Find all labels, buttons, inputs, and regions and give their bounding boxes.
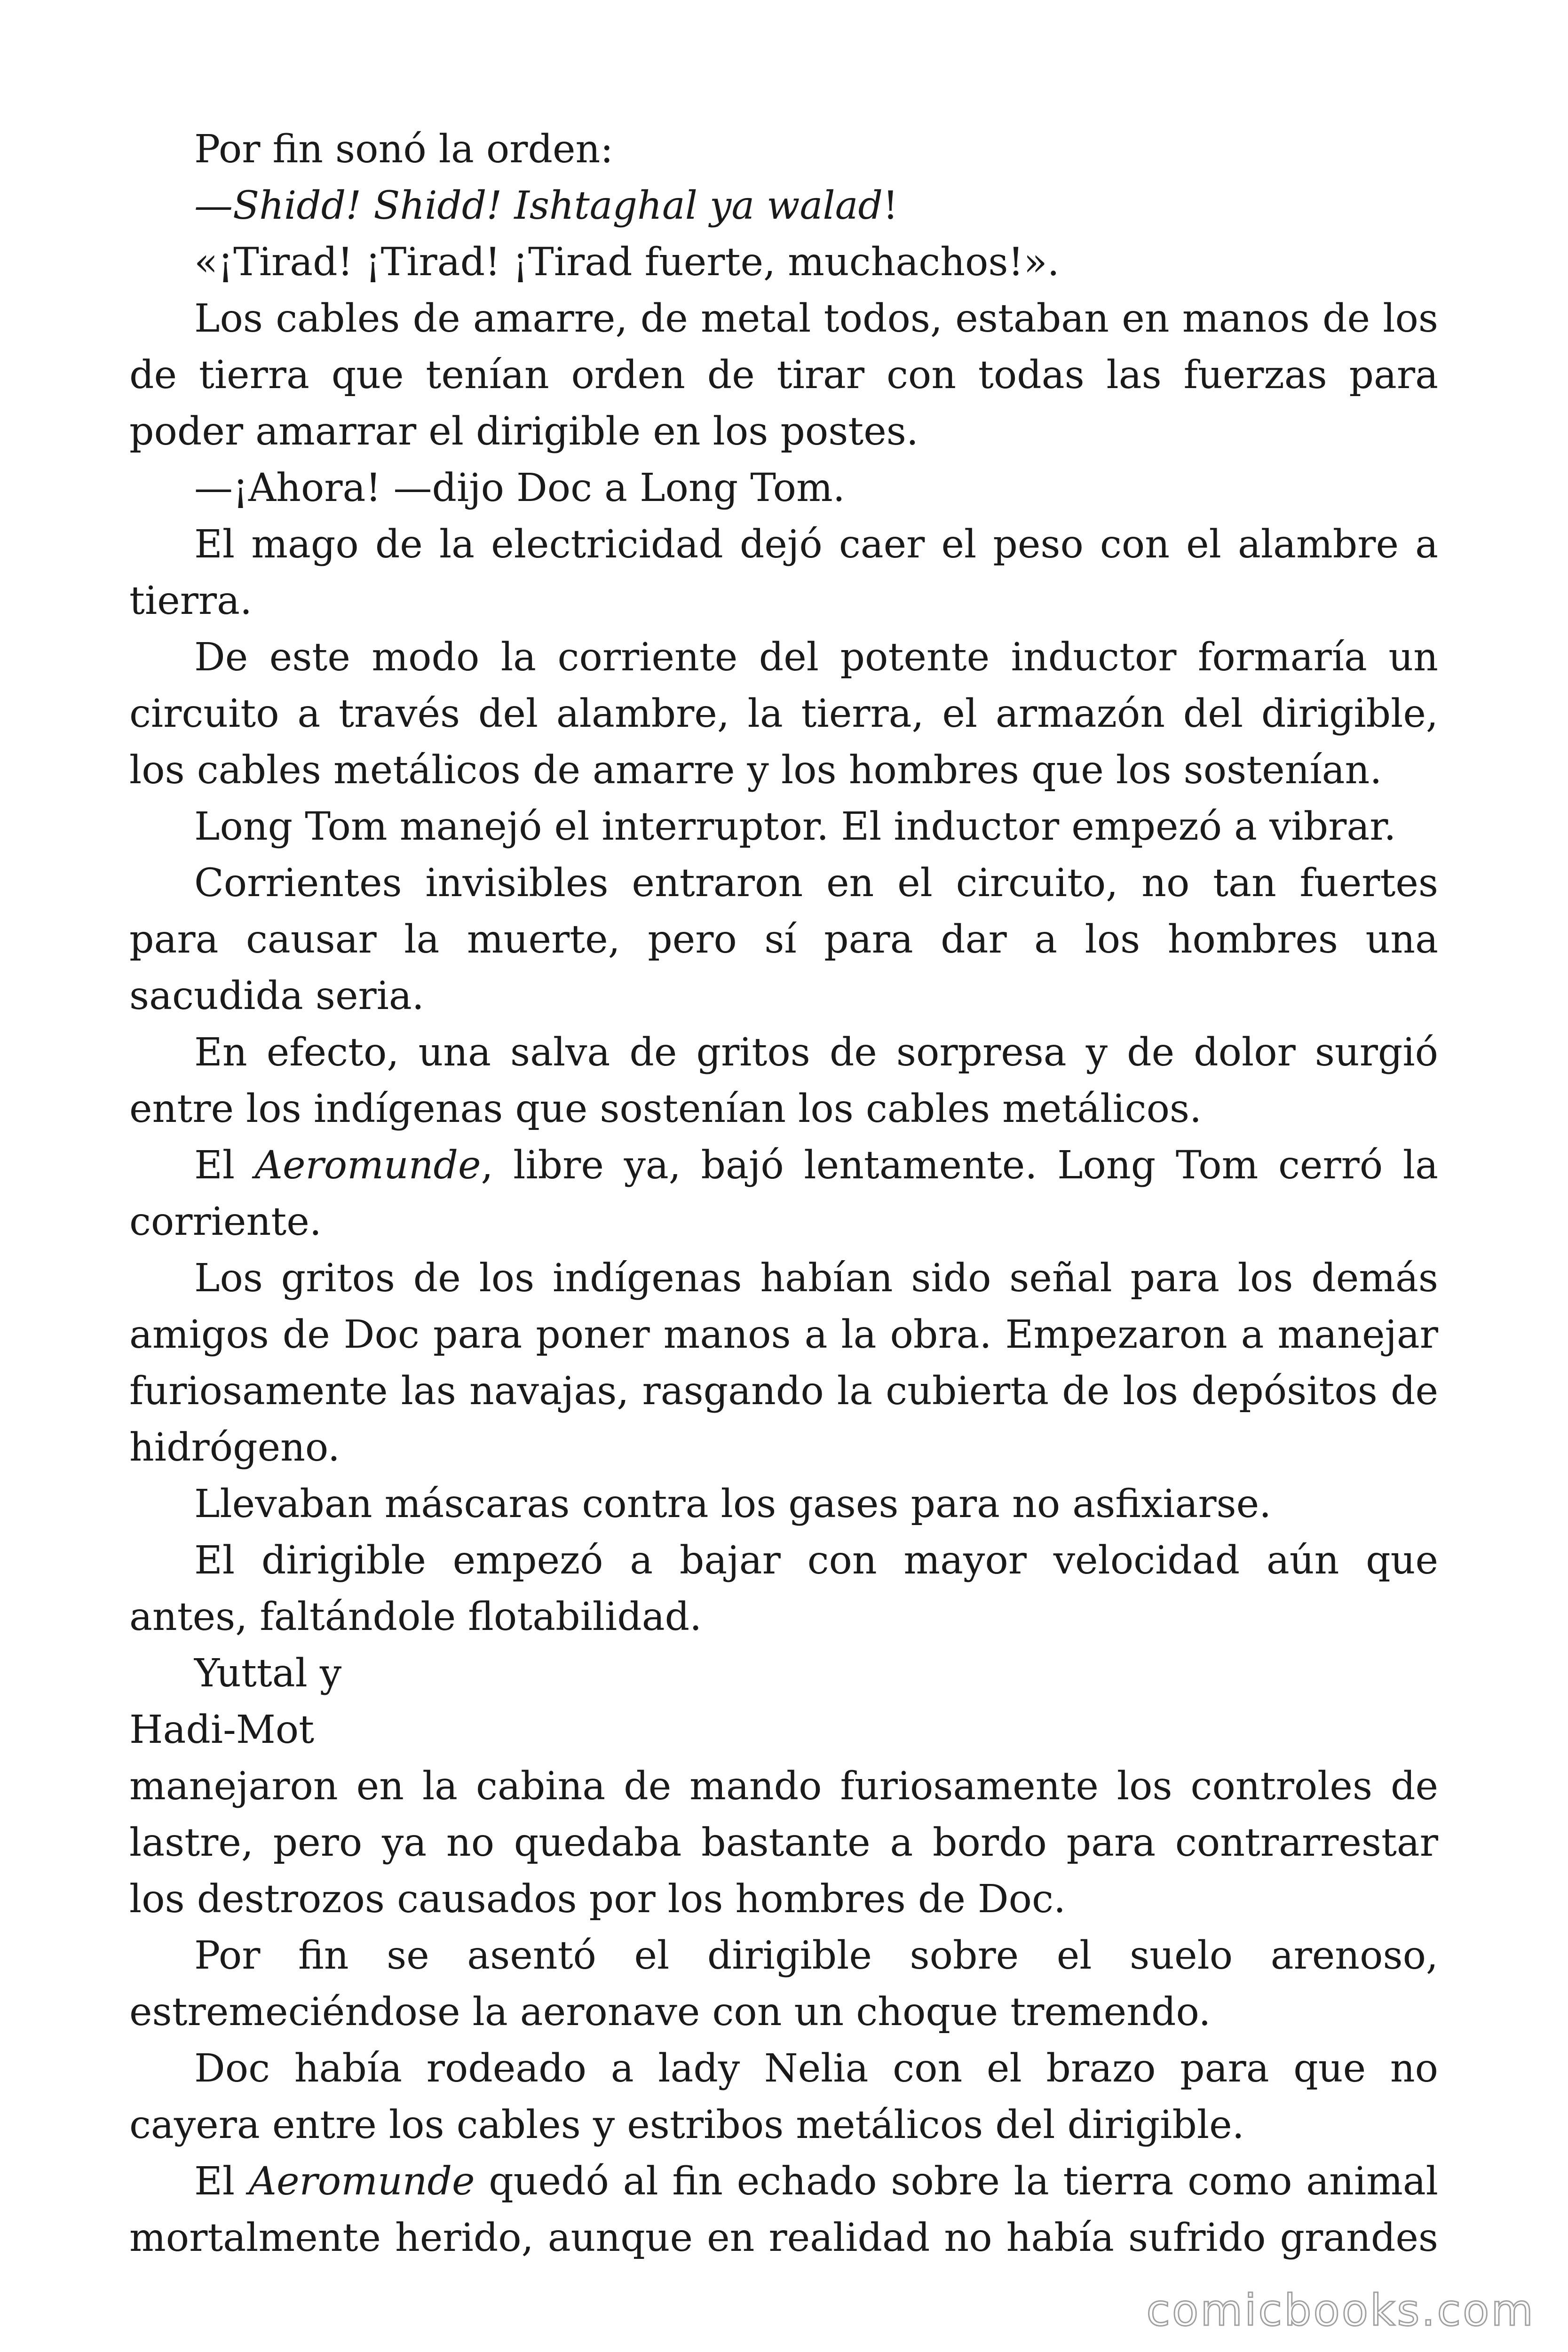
italic-text: Aeromunde	[254, 1143, 481, 1188]
paragraph	[129, 1645, 1438, 1702]
italic-text: Aeromunde	[248, 2159, 475, 2204]
text-run: Por fin sonó la orden:	[194, 127, 613, 172]
paragraph	[129, 2153, 1438, 2266]
paragraph	[129, 1137, 1438, 1250]
text-run: El mago de la electricidad dejó caer el peso con el alambre a tierra.	[129, 522, 1438, 623]
paragraph	[129, 1476, 1438, 1533]
text-run: , libre ya, bajó lentamente. Long Tom cerró la corriente.	[129, 1143, 1439, 1244]
text-run: Los gritos de los indígenas habían sido señal para los demás amigos de Doc para poner manos a la obra. Empezaron a manejar furiosamente las navajas, rasgando la cubierta de los depósitos de hidrógeno.	[129, 1256, 1438, 1470]
paragraph	[129, 178, 1438, 234]
text-run: «¡Tirad! ¡Tirad! ¡Tirad fuerte, muchachos!».	[194, 240, 1060, 285]
text-run: Yuttal y	[194, 1651, 342, 1696]
text-run: Los cables de amarre, de metal todos, estaban en manos de los de tierra que tenían orden de tirar con todas las fuerzas para poder amarrar el dirigible en los postes.	[129, 296, 1438, 454]
paragraph	[129, 234, 1438, 291]
text-run: El	[194, 2159, 249, 2204]
paragraph	[129, 1702, 1438, 1758]
text-run: Hadi-Mot	[129, 1708, 315, 1752]
text-run: —¡Ahora! —dijo Doc a Long Tom.	[194, 466, 845, 510]
text-run: El dirigible empezó a bajar con mayor velocidad aún que antes, faltándole flotabilidad.	[129, 1538, 1438, 1639]
text-run: Por fin se asentó el dirigible sobre el suelo arenoso, estremeciéndose la aeronave con un choque tremendo.	[129, 1933, 1438, 2034]
text-run: Llevaban máscaras contra los gases para no asfixiarse.	[194, 1482, 1272, 1526]
paragraph	[129, 460, 1438, 516]
text-run: quedó al fin echado sobre la tierra como animal mortalmente herido, aunque en realidad no había sufrido grandes	[129, 2159, 1438, 2260]
paragraph	[129, 2041, 1438, 2153]
paragraph	[129, 121, 1438, 178]
text-run: !	[883, 183, 898, 228]
text-run: De este modo la corriente del potente inductor formaría un circuito a través del alambre, la tierra, el armazón del dirigible, los cables metálicos de amarre y los hombres que los sostenían.	[129, 635, 1438, 793]
watermark: comicbooks.com	[1146, 2285, 1535, 2336]
body-text	[129, 121, 1438, 2266]
text-run: manejaron en la cabina de mando furiosamente los controles de lastre, pero ya no quedaba bastante a bordo para contrarrestar los destrozos causados por los hombres de Doc.	[129, 1764, 1438, 1922]
paragraph	[129, 1758, 1438, 1928]
paragraph	[129, 291, 1438, 460]
italic-text: —Shidd! Shidd! Ishtaghal ya walad	[194, 183, 883, 228]
paragraph	[129, 516, 1438, 629]
paragraph	[129, 799, 1438, 855]
paragraph	[129, 1025, 1438, 1137]
paragraph	[129, 1928, 1438, 2041]
text-run: Long Tom manejó el interruptor. El inductor empezó a vibrar.	[194, 804, 1396, 849]
text-run: Corrientes invisibles entraron en el circuito, no tan fuertes para causar la muerte, pero sí para dar a los hombres una sacudida seria.	[129, 861, 1438, 1018]
paragraph	[129, 1533, 1438, 1645]
paragraph	[129, 855, 1438, 1025]
paragraph	[129, 1250, 1438, 1476]
text-run: Doc había rodeado a lady Nelia con el brazo para que no cayera entre los cables y estribos metálicos del dirigible.	[129, 2046, 1438, 2147]
paragraph	[129, 629, 1438, 799]
text-run: El	[194, 1143, 255, 1188]
text-run: En efecto, una salva de gritos de sorpresa y de dolor surgió entre los indígenas que sostenían los cables metálicos.	[129, 1030, 1438, 1131]
